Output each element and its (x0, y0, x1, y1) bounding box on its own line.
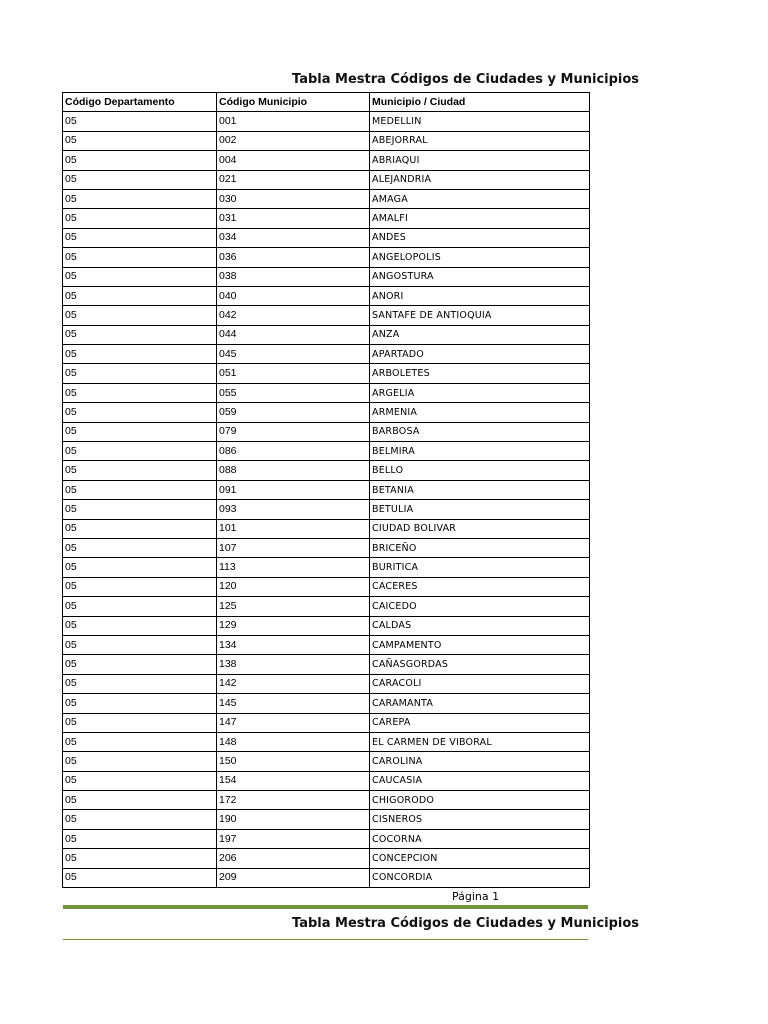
cell-codigo-departamento: 05 (63, 694, 217, 713)
cell-municipio-nombre: BARBOSA (370, 422, 590, 441)
cell-codigo-departamento: 05 (63, 752, 217, 771)
cell-codigo-municipio: 002 (217, 131, 370, 150)
cell-municipio-nombre: CHIGORODO (370, 791, 590, 810)
cell-municipio-nombre: CONCEPCION (370, 849, 590, 868)
cell-codigo-departamento: 05 (63, 616, 217, 635)
table-row (63, 635, 590, 654)
table-row (63, 325, 590, 344)
cell-municipio-nombre: CAUCASIA (370, 771, 590, 790)
cell-codigo-departamento: 05 (63, 364, 217, 383)
cell-codigo-departamento: 05 (63, 713, 217, 732)
cell-municipio-nombre: AMALFI (370, 209, 590, 228)
cell-codigo-departamento: 05 (63, 635, 217, 654)
cell-municipio-nombre: ALEJANDRIA (370, 170, 590, 189)
cell-codigo-departamento: 05 (63, 286, 217, 305)
cell-municipio-nombre: BETULIA (370, 500, 590, 519)
cell-codigo-municipio: 147 (217, 713, 370, 732)
cell-codigo-municipio: 031 (217, 209, 370, 228)
cell-codigo-departamento: 05 (63, 345, 217, 364)
table-row (63, 694, 590, 713)
cell-codigo-municipio: 059 (217, 403, 370, 422)
cell-codigo-municipio: 197 (217, 829, 370, 848)
cell-codigo-departamento: 05 (63, 422, 217, 441)
cell-codigo-municipio: 038 (217, 267, 370, 286)
cell-municipio-nombre: BELLO (370, 461, 590, 480)
cell-codigo-departamento: 05 (63, 810, 217, 829)
cell-municipio-nombre: SANTAFE DE ANTIOQUIA (370, 306, 590, 325)
cell-codigo-departamento: 05 (63, 577, 217, 596)
cell-municipio-nombre: CIUDAD BOLIVAR (370, 519, 590, 538)
cell-municipio-nombre: CAICEDO (370, 597, 590, 616)
cell-municipio-nombre: COCORNA (370, 829, 590, 848)
cell-municipio-nombre: CARACOLI (370, 674, 590, 693)
cell-codigo-municipio: 209 (217, 868, 370, 887)
cell-codigo-municipio: 036 (217, 248, 370, 267)
header-municipio-ciudad: Municipio / Ciudad (370, 93, 590, 112)
cell-codigo-departamento: 05 (63, 209, 217, 228)
table-row (63, 248, 590, 267)
cell-codigo-municipio: 154 (217, 771, 370, 790)
cell-municipio-nombre: ARGELIA (370, 383, 590, 402)
cell-codigo-departamento: 05 (63, 267, 217, 286)
cell-codigo-departamento: 05 (63, 558, 217, 577)
table-row (63, 383, 590, 402)
cell-municipio-nombre: ABEJORRAL (370, 131, 590, 150)
page-number: Página 1 (452, 890, 500, 903)
cell-codigo-departamento: 05 (63, 771, 217, 790)
table-row (63, 849, 590, 868)
cell-codigo-municipio: 101 (217, 519, 370, 538)
cell-codigo-departamento: 05 (63, 112, 217, 131)
footer-divider (63, 905, 588, 909)
table-row (63, 170, 590, 189)
cell-codigo-municipio: 079 (217, 422, 370, 441)
cell-codigo-municipio: 004 (217, 151, 370, 170)
cell-codigo-departamento: 05 (63, 538, 217, 557)
cell-codigo-departamento: 05 (63, 519, 217, 538)
cell-municipio-nombre: CAMPAMENTO (370, 635, 590, 654)
cell-codigo-departamento: 05 (63, 732, 217, 751)
table-row (63, 442, 590, 461)
cell-codigo-municipio: 150 (217, 752, 370, 771)
cell-codigo-departamento: 05 (63, 131, 217, 150)
cell-codigo-departamento: 05 (63, 325, 217, 344)
table-row (63, 131, 590, 150)
cell-municipio-nombre: MEDELLIN (370, 112, 590, 131)
cell-municipio-nombre: ANORI (370, 286, 590, 305)
cell-codigo-departamento: 05 (63, 597, 217, 616)
cell-municipio-nombre: ANZA (370, 325, 590, 344)
cell-municipio-nombre: ANDES (370, 228, 590, 247)
table-row (63, 791, 590, 810)
cell-codigo-municipio: 030 (217, 189, 370, 208)
cell-municipio-nombre: ARMENIA (370, 403, 590, 422)
cell-codigo-municipio: 172 (217, 791, 370, 810)
cell-codigo-departamento: 05 (63, 306, 217, 325)
cell-municipio-nombre: CAROLINA (370, 752, 590, 771)
table-row (63, 810, 590, 829)
cell-municipio-nombre: EL CARMEN DE VIBORAL (370, 732, 590, 751)
cell-codigo-departamento: 05 (63, 228, 217, 247)
cell-codigo-municipio: 206 (217, 849, 370, 868)
cell-codigo-municipio: 148 (217, 732, 370, 751)
table-row (63, 422, 590, 441)
cell-codigo-municipio: 001 (217, 112, 370, 131)
table-row (63, 461, 590, 480)
table-row (63, 112, 590, 131)
cell-codigo-municipio: 129 (217, 616, 370, 635)
cell-municipio-nombre: CONCORDIA (370, 868, 590, 887)
table-row (63, 286, 590, 305)
cell-codigo-departamento: 05 (63, 791, 217, 810)
cell-codigo-municipio: 190 (217, 810, 370, 829)
cell-municipio-nombre: CAREPA (370, 713, 590, 732)
table-row (63, 228, 590, 247)
cell-codigo-municipio: 093 (217, 500, 370, 519)
cell-municipio-nombre: BELMIRA (370, 442, 590, 461)
cell-municipio-nombre: CACERES (370, 577, 590, 596)
cell-municipio-nombre: BETANIA (370, 480, 590, 499)
table-row (63, 364, 590, 383)
cell-codigo-municipio: 120 (217, 577, 370, 596)
table-body (63, 112, 590, 888)
cell-municipio-nombre: APARTADO (370, 345, 590, 364)
cell-codigo-municipio: 042 (217, 306, 370, 325)
table-header-row (63, 93, 590, 112)
cell-codigo-departamento: 05 (63, 849, 217, 868)
cell-codigo-municipio: 091 (217, 480, 370, 499)
cell-codigo-municipio: 040 (217, 286, 370, 305)
cell-codigo-departamento: 05 (63, 248, 217, 267)
table-row (63, 752, 590, 771)
cell-municipio-nombre: ARBOLETES (370, 364, 590, 383)
cell-codigo-municipio: 051 (217, 364, 370, 383)
cell-municipio-nombre: ANGELOPOLIS (370, 248, 590, 267)
table-row (63, 558, 590, 577)
table-row (63, 577, 590, 596)
table-row (63, 306, 590, 325)
cell-municipio-nombre: AMAGA (370, 189, 590, 208)
cell-codigo-departamento: 05 (63, 674, 217, 693)
table-row (63, 713, 590, 732)
table-row (63, 829, 590, 848)
table-row (63, 267, 590, 286)
cell-codigo-municipio: 125 (217, 597, 370, 616)
cell-municipio-nombre: BURITICA (370, 558, 590, 577)
cell-codigo-departamento: 05 (63, 403, 217, 422)
table-row (63, 655, 590, 674)
cell-codigo-municipio: 021 (217, 170, 370, 189)
cell-codigo-departamento: 05 (63, 500, 217, 519)
table-row (63, 868, 590, 887)
table-row (63, 151, 590, 170)
cell-codigo-departamento: 05 (63, 461, 217, 480)
table-row (63, 771, 590, 790)
header-codigo-departamento: Código Departamento (63, 93, 217, 112)
cell-codigo-departamento: 05 (63, 170, 217, 189)
table-row (63, 189, 590, 208)
cell-codigo-municipio: 044 (217, 325, 370, 344)
cell-municipio-nombre: ABRIAQUI (370, 151, 590, 170)
cell-codigo-departamento: 05 (63, 655, 217, 674)
table-row (63, 674, 590, 693)
table-row (63, 345, 590, 364)
cell-codigo-departamento: 05 (63, 829, 217, 848)
cell-municipio-nombre: CISNEROS (370, 810, 590, 829)
cell-codigo-municipio: 088 (217, 461, 370, 480)
cell-codigo-departamento: 05 (63, 442, 217, 461)
table-row (63, 403, 590, 422)
header-codigo-municipio: Código Municipio (217, 93, 370, 112)
cell-codigo-municipio: 134 (217, 635, 370, 654)
next-page-title: Tabla Mestra Códigos de Ciudades y Municipios (292, 916, 640, 931)
cell-codigo-municipio: 086 (217, 442, 370, 461)
cell-codigo-municipio: 034 (217, 228, 370, 247)
cell-municipio-nombre: CARAMANTA (370, 694, 590, 713)
table-row (63, 538, 590, 557)
cell-municipio-nombre: ANGOSTURA (370, 267, 590, 286)
cell-codigo-municipio: 113 (217, 558, 370, 577)
table-row (63, 209, 590, 228)
cell-codigo-municipio: 138 (217, 655, 370, 674)
table-row (63, 616, 590, 635)
cell-codigo-departamento: 05 (63, 480, 217, 499)
cell-municipio-nombre: BRICEÑO (370, 538, 590, 557)
table-row (63, 519, 590, 538)
page-title: Tabla Mestra Códigos de Ciudades y Municipios (292, 72, 640, 87)
municipality-table (62, 92, 590, 888)
cell-codigo-municipio: 045 (217, 345, 370, 364)
cell-codigo-departamento: 05 (63, 383, 217, 402)
cell-codigo-municipio: 055 (217, 383, 370, 402)
table-row (63, 597, 590, 616)
table-row (63, 732, 590, 751)
cell-codigo-municipio: 142 (217, 674, 370, 693)
cell-codigo-departamento: 05 (63, 189, 217, 208)
cell-codigo-municipio: 145 (217, 694, 370, 713)
cell-municipio-nombre: CAÑASGORDAS (370, 655, 590, 674)
table-row (63, 480, 590, 499)
cell-codigo-municipio: 107 (217, 538, 370, 557)
table-row (63, 500, 590, 519)
header-divider (63, 939, 588, 940)
cell-municipio-nombre: CALDAS (370, 616, 590, 635)
cell-codigo-departamento: 05 (63, 868, 217, 887)
cell-codigo-departamento: 05 (63, 151, 217, 170)
